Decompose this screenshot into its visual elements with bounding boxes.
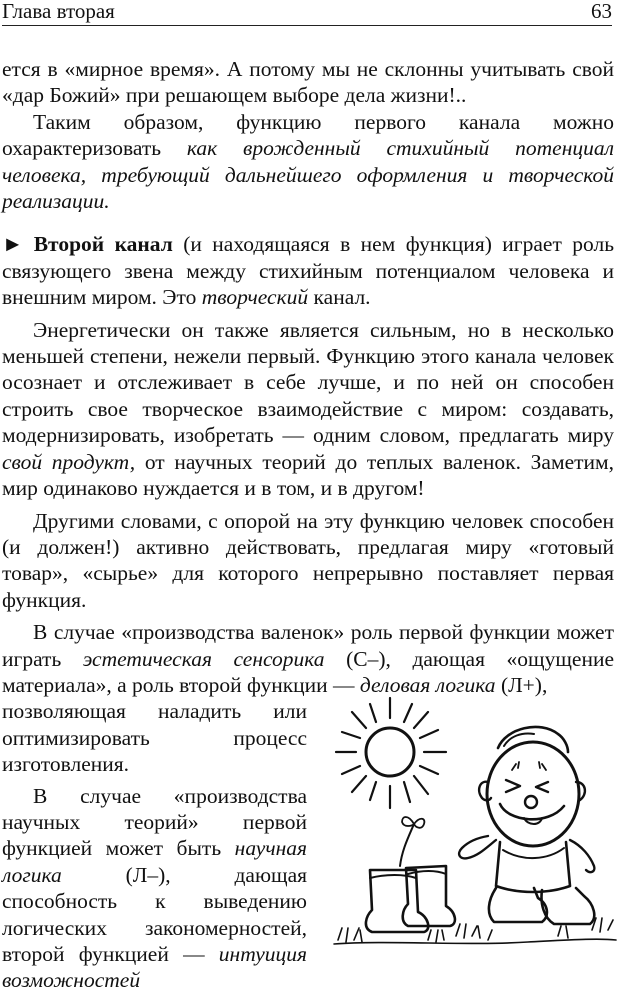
paragraph-7-text: В случае «производства научных теорий» первой функцией может быть — [2, 783, 307, 861]
paragraph-4-italic: свой продукт, — [2, 449, 136, 474]
paragraph-7-italic-2: интуиция возможностей — [2, 942, 307, 993]
cartoon-illustration — [328, 690, 620, 955]
paragraph-3-text: (и находящаяся в нем функция) играет роль связующего звена между стихийным потенциалом человека и внешним миром. Это — [2, 232, 615, 310]
paragraph-3 — [2, 231, 614, 310]
chapter-title: Глава вторая — [2, 0, 115, 23]
paragraph-7 — [2, 783, 307, 994]
section-marker-icon: ► — [2, 232, 24, 257]
section-heading: Второй канал — [33, 232, 173, 257]
paragraph-2-italic: как врожденный стихийный потенциал человека, требующий дальнейшего оформления и творческой реализации. — [2, 136, 614, 214]
sprout-icon — [400, 817, 424, 866]
page-number: 63 — [591, 0, 612, 23]
paragraph-6-italic-1: эстетическая сенсорика — [82, 646, 325, 671]
paragraph-5: Другими словами, с опорой на эту функцию человек способен (и должен!) активно действовать, предлагая миру «готовый товар», «сырье» для которого непрерывно поставляет первая функция. — [2, 508, 614, 612]
boy-icon — [459, 727, 594, 892]
paragraph-6-mid: (С–), дающая «ощущение материала», а роль второй функции — — [2, 646, 615, 697]
paragraph-7-mid: (Л–), дающая способность к выведению логических закономерностей, второй функцией — — [2, 862, 307, 966]
paragraph-6 — [2, 619, 614, 698]
paragraph-6-italic-2: деловая логика — [359, 672, 496, 697]
paragraph-1: ется в «мирное время». А потому мы не склонны учитывать свой «дар Божий» при решающем выборе дела жизни!.. — [2, 57, 614, 108]
paragraph-6-end: (Л+), — [495, 672, 548, 697]
paragraph-4-text: Энергетически он также является сильным, но в несколько меньшей степени, нежели первый. Функцию этого канала человек осознает и отслеживает в себе лучше, и по ней он способен строить свое творческое взаимодействие с миром: создавать, модернизировать, изобретать — одним словом, предлагать миру — [2, 317, 614, 448]
paragraph-3-italic: творческий — [201, 285, 309, 310]
paragraph-4-end: от научных теорий до теплых валенок. Заметим, мир одинаково нуждается и в том, и в другом! — [2, 449, 614, 501]
paragraph-6-continued: позволяющая наладить или оптимизировать процесс изготовления. — [2, 699, 307, 777]
narrow-column — [2, 698, 307, 993]
boots-icon — [366, 866, 594, 932]
paragraph-2 — [2, 109, 614, 215]
page-header — [2, 0, 612, 26]
paragraph-4 — [2, 317, 614, 502]
paragraph-2-text: Таким образом, функцию первого канала можно охарактеризовать — [2, 109, 614, 161]
paragraph-3-end: канал. — [308, 285, 371, 310]
paragraph-7-italic-1: научная логика — [2, 836, 307, 887]
paragraph-6-text: В случае «производства валенок» роль первой функции может играть — [2, 620, 614, 671]
sun-icon — [336, 698, 446, 808]
